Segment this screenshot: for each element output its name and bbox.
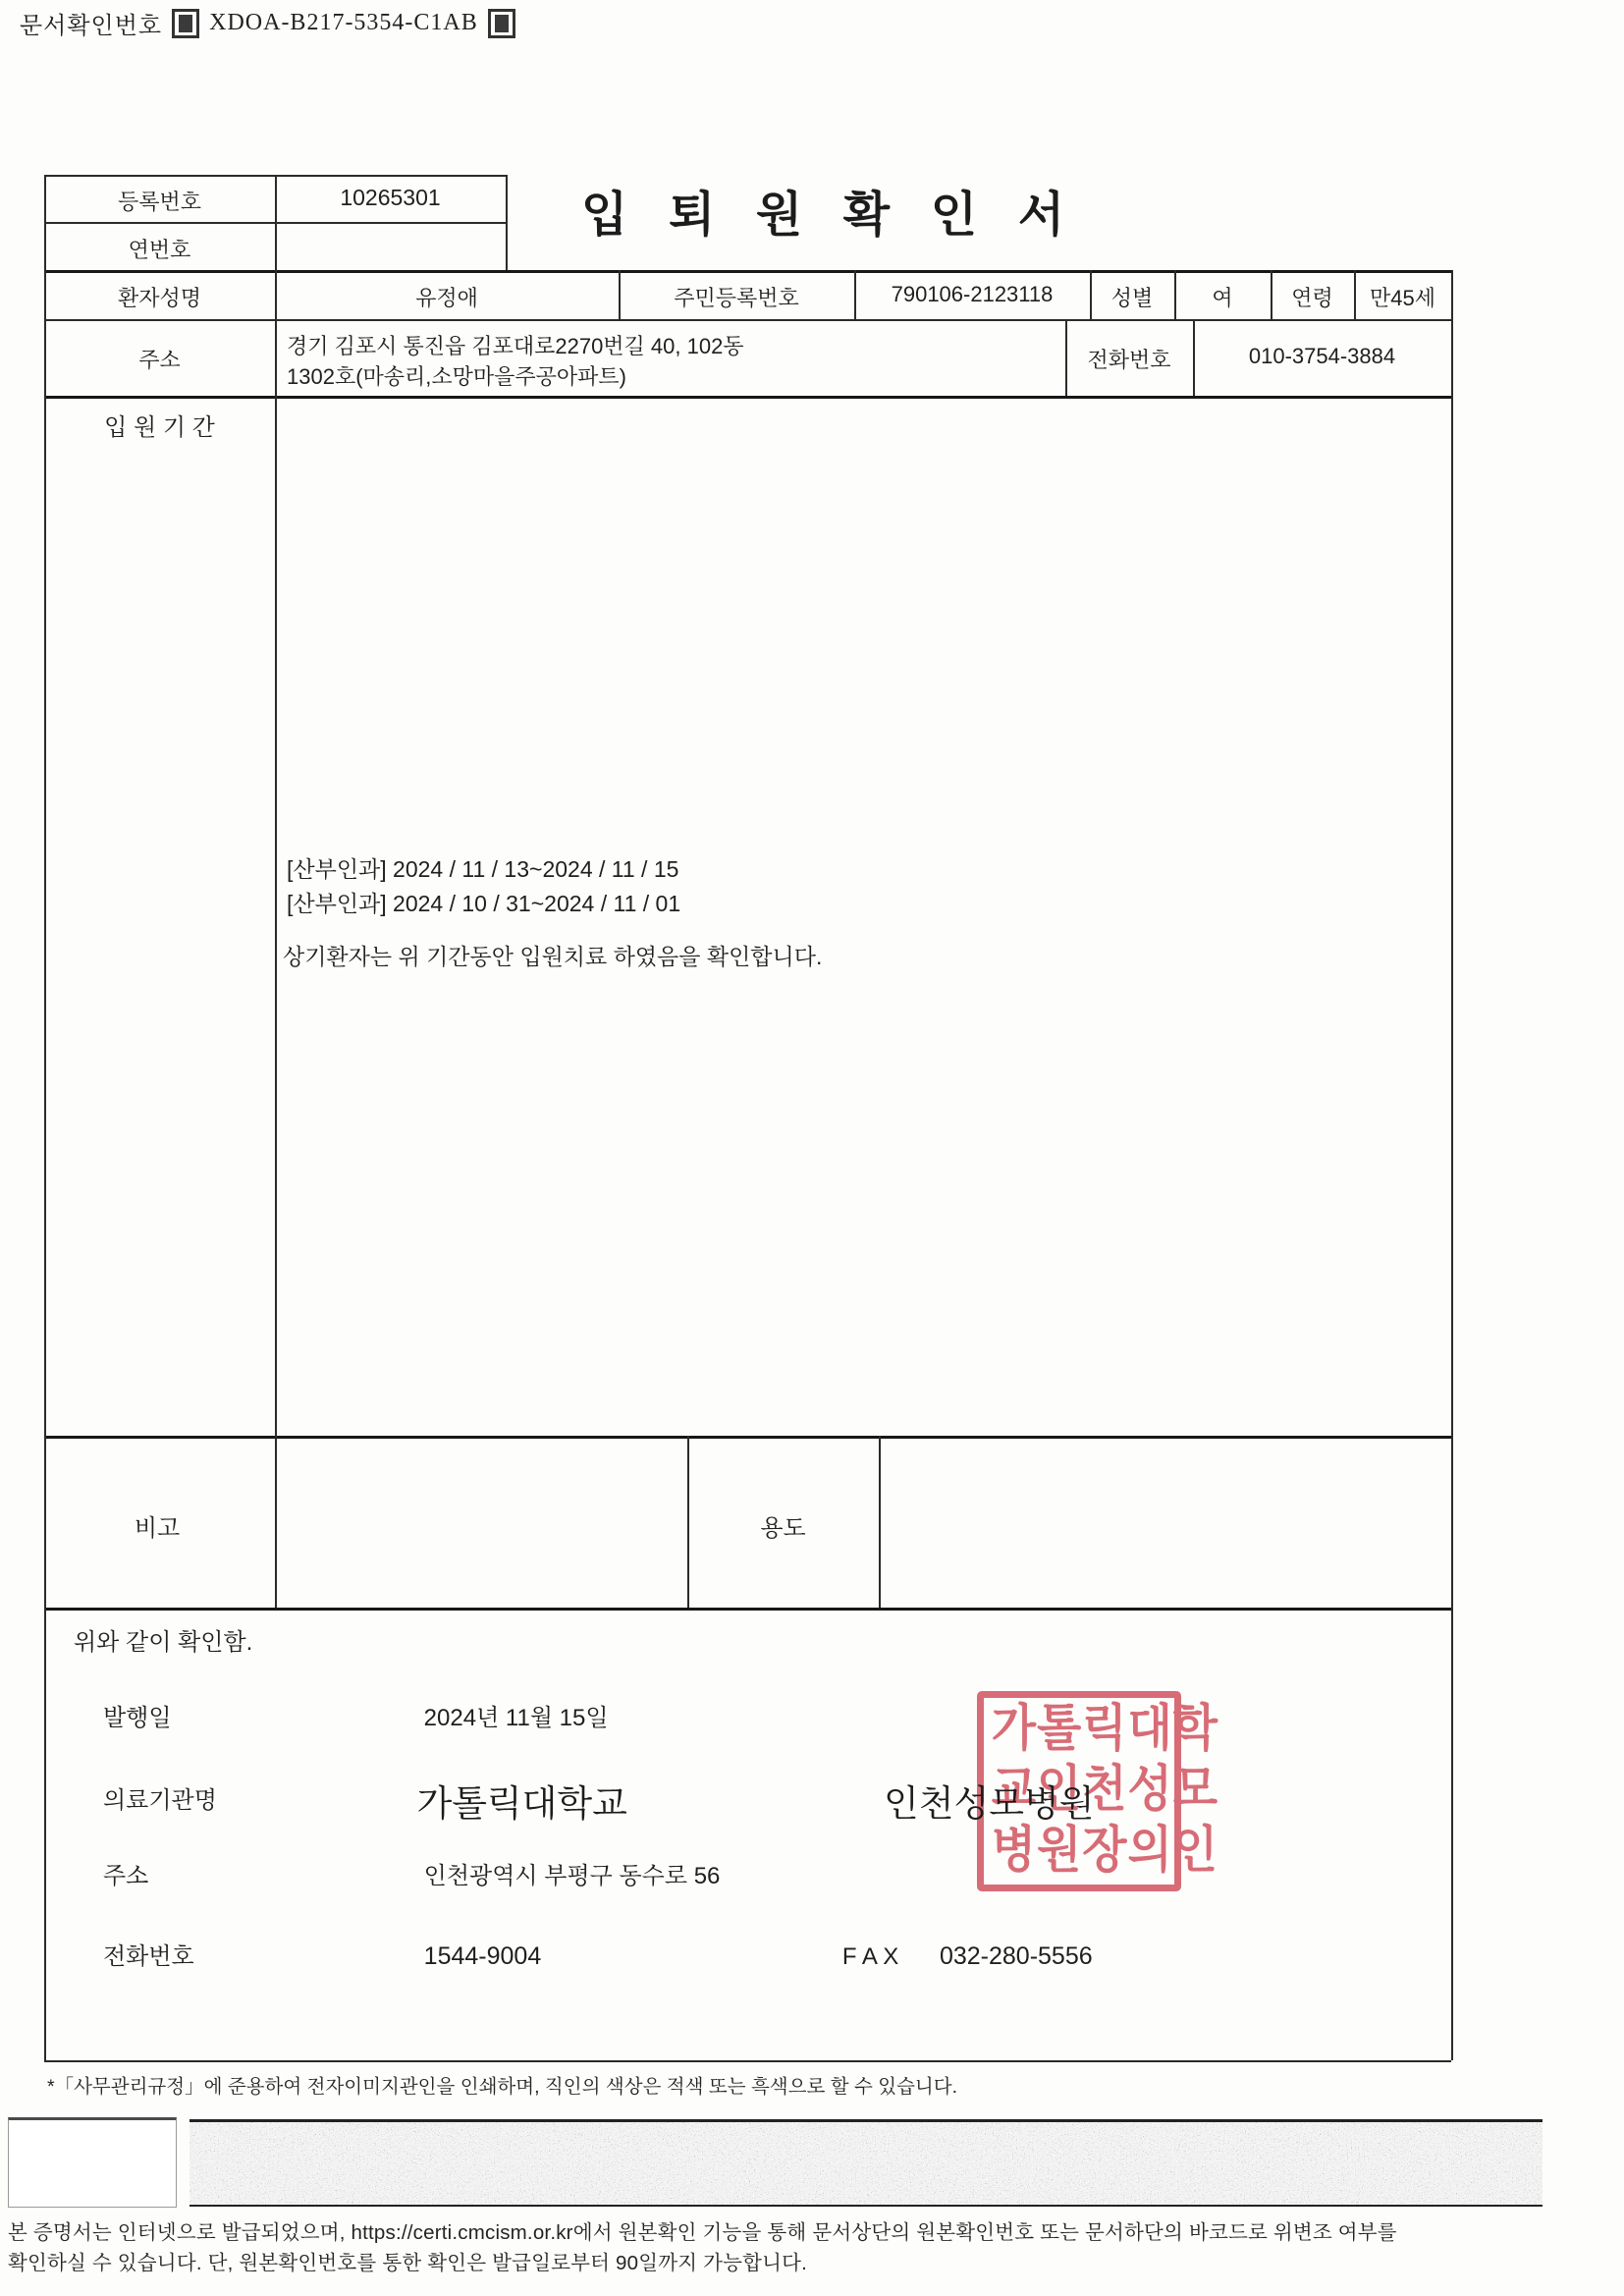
phone-value: 010-3754-3884: [1248, 344, 1396, 368]
fax-value: 032-280-5556: [939, 1942, 1093, 1970]
address-label: 주소: [138, 348, 181, 372]
line: [44, 175, 46, 2060]
tel-fax-row: [103, 1937, 1093, 1971]
verify-mark-icon: [488, 9, 515, 38]
reg-no-label: 등록번호: [117, 190, 201, 214]
institution-row: [103, 1774, 1094, 1827]
issue-date-label: 발행일: [103, 1705, 172, 1731]
address-line1: 경기 김포시 통진읍 김포대로2270번길 40, 102동: [287, 334, 744, 358]
institution-value: 가톨릭대학교 인천성모병원: [416, 1783, 1095, 1824]
patient-name-label: 환자성명: [117, 286, 201, 310]
tel-label: 전화번호: [103, 1943, 194, 1970]
issuer-address-label: 주소: [103, 1863, 149, 1889]
line: [44, 396, 1451, 399]
line: [44, 270, 1451, 273]
rrn-label: 주민등록번호: [674, 286, 799, 310]
issue-confirm-line: 위와 같이 확인함.: [74, 1629, 253, 1656]
admission-period-1: [산부인과] 2024 / 11 / 13~2024 / 11 / 15: [287, 856, 679, 882]
fax-label: F A X: [841, 1943, 899, 1970]
verification-barcode: [189, 2119, 1543, 2207]
institution-label: 의료기관명: [103, 1787, 217, 1814]
page-title: 입 퇴 원 확 인 서: [580, 189, 1079, 242]
seal-text-row: 교인천성모: [991, 1761, 1218, 1817]
admission-period-2: [산부인과] 2024 / 10 / 31~2024 / 11 / 01: [287, 891, 681, 916]
line: [44, 1436, 1451, 1439]
line: [1451, 270, 1453, 2060]
line: [44, 2060, 1451, 2062]
line: [44, 1608, 1451, 1611]
doc-verification-line: [20, 6, 515, 40]
patient-name-value: 유정애: [415, 286, 478, 310]
issue-date-value: 2024년 11월 15일: [423, 1705, 609, 1731]
internet-issue-note-line2: 확인하실 수 있습니다. 단, 원본확인번호를 통한 확인은 발급일로부터 90일까지 가능합니다.: [8, 2252, 808, 2274]
line: [275, 175, 277, 1608]
tel-value: 1544-9004: [423, 1942, 542, 1970]
line: [44, 319, 1451, 321]
age-label: 연령: [1291, 286, 1333, 310]
doc-verification-code: XDOA-B217-5354-C1AB: [209, 10, 478, 35]
issuer-address-row: [103, 1856, 720, 1890]
internet-issue-note-line1: 본 증명서는 인터넷으로 발급되었으며, https://certi.cmcism.or.kr에서 원본확인 기능을 통해 문서상단의 원본확인번호 또는 문서하단의 바코드로 위변조 여부를: [8, 2221, 1397, 2244]
stamp-box: [8, 2117, 177, 2208]
line: [506, 175, 508, 270]
rrn-value: 790106-2123118: [891, 282, 1054, 306]
doc-verification-label: 문서확인번호: [20, 14, 163, 39]
seal-regulation-note: *「사무관리규정」에 준용하여 전자이미지관인을 인쇄하며, 직인의 색상은 적색 또는 흑색으로 할 수 있습니다.: [47, 2076, 958, 2098]
admission-period-label: 입 원 기 간: [104, 414, 215, 441]
verify-mark-icon: [172, 9, 199, 38]
age-value: 만45세: [1370, 286, 1435, 310]
address-line2: 1302호(마송리,소망마을주공아파트): [287, 364, 626, 389]
gender-value: 여: [1212, 286, 1233, 310]
line: [879, 1436, 881, 1608]
seal-text-row: 병원장의인: [991, 1822, 1218, 1878]
admission-confirm-text: 상기환자는 위 기간동안 입원치료 하였음을 확인합니다.: [283, 944, 823, 969]
seal-text-row: 가톨릭대학: [991, 1700, 1218, 1756]
gender-label: 성별: [1110, 286, 1154, 310]
remarks-label: 비고: [134, 1515, 181, 1542]
purpose-label: 용도: [760, 1515, 806, 1542]
serial-no-label: 연번호: [128, 238, 191, 262]
issuer-address-value: 인천광역시 부평구 동수로 56: [423, 1863, 721, 1889]
reg-no-value: 10265301: [340, 185, 441, 210]
phone-label: 전화번호: [1087, 348, 1171, 372]
issue-date-row: [103, 1698, 609, 1732]
